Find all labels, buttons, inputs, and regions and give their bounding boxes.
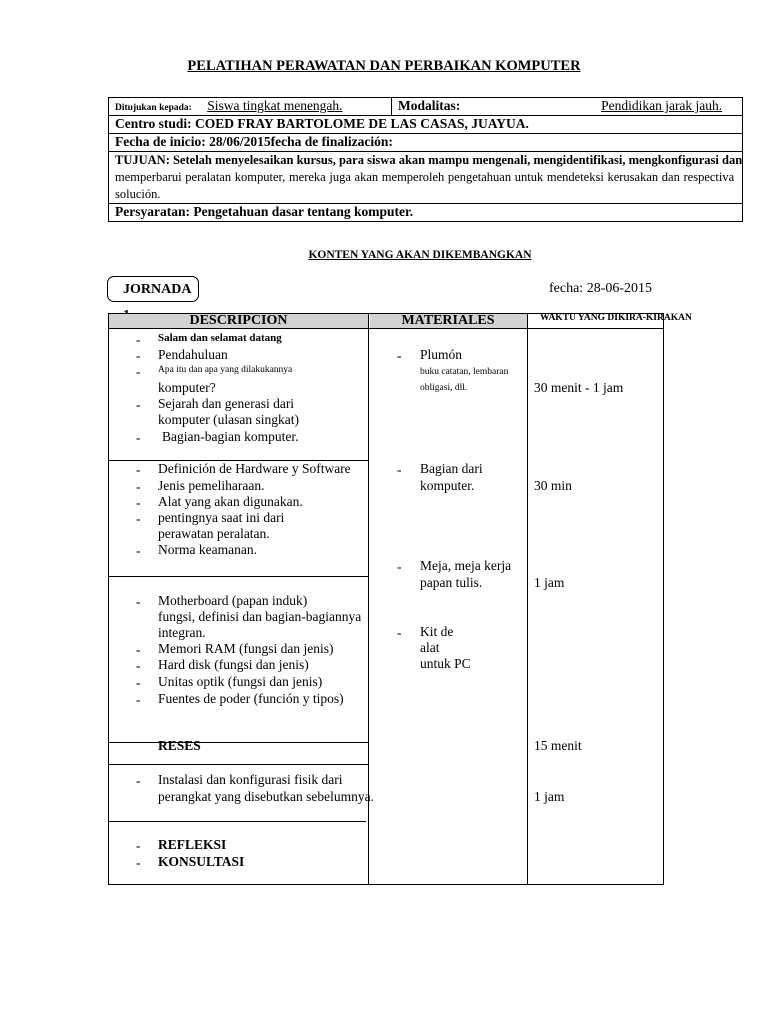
list-item: perawatan peralatan.	[158, 526, 270, 541]
column-divider-2	[527, 313, 528, 885]
centro-studi: Centro studi: COED FRAY BARTOLOME DE LAS CASAS, JUAYUA.	[109, 116, 743, 134]
jornada-label: JORNADA	[107, 276, 199, 302]
list-item: Sejarah dan generasi dari	[158, 396, 295, 411]
material-item: Bagian dari	[420, 461, 483, 476]
material-item: komputer.	[420, 478, 475, 493]
material-item: obligasi, dll.	[420, 383, 468, 393]
section-subtitle: KONTEN YANG AKAN DIKEMBANGKAN	[308, 249, 532, 261]
list-item: Alat yang akan digunakan.	[158, 494, 303, 509]
modalitas-cell	[392, 98, 743, 116]
list-item: perangkat yang disebutkan sebelumnya.	[158, 789, 374, 804]
list-item: Norma keamanan.	[158, 542, 257, 557]
document-title: PELATIHAN PERAWATAN DAN PERBAIKAN KOMPUTER	[187, 58, 581, 74]
section-divider-2	[108, 576, 368, 577]
fecha-inicio: Fecha de inicio: 28/06/2015fecha de finalización:	[109, 134, 743, 152]
list-item: Pendahuluan	[158, 347, 228, 362]
tujuan-cell	[109, 152, 743, 204]
list-item: KONSULTASI	[158, 854, 245, 869]
material-item: Meja, meja kerja	[420, 558, 512, 573]
time-value: 1 jam	[534, 789, 565, 804]
header-waktu: WAKTU YANG DIKIRA-KIRAKAN	[540, 313, 692, 323]
list-item: komputer?	[158, 380, 216, 395]
list-item: Motherboard (papan induk)	[158, 593, 308, 608]
course-info-table	[108, 97, 743, 222]
material-item: Plumón	[420, 347, 463, 362]
ditujukan-label: Ditujukan kepada:	[115, 103, 192, 113]
tujuan-label: TUJUAN: Setelah menyelesaikan kursus, para siswa akan mampu mengenali, mengidentifikasi, mengkonfigurasi dan	[115, 153, 743, 167]
list-item: Salam dan selamat datang	[158, 332, 282, 344]
ditujukan-value: Siswa tingkat menengah.	[207, 98, 343, 113]
tujuan-text: memperbarui peralatan komputer, mereka juga akan memperoleh pengetahuan untuk mendeteksi kerusakan dan respectiva solución.	[115, 170, 735, 201]
modalitas-value: Pendidikan jarak jauh.	[601, 98, 723, 113]
header-descripcion: DESCRIPCION	[189, 313, 288, 328]
list-item: Definición de Hardware y Software	[158, 461, 351, 476]
list-item: REFLEKSI	[158, 837, 227, 852]
modalitas-label: Modalitas:	[398, 98, 461, 113]
list-item: Apa itu dan apa yang dilakukannya	[158, 365, 293, 375]
time-value: 30 min	[534, 478, 572, 493]
list-item: integran.	[158, 625, 206, 640]
fecha-label: fecha: 28-06-2015	[549, 281, 653, 296]
list-item: Unitas optik (fungsi dan jenis)	[158, 674, 323, 689]
list-item: Fuentes de poder (función y tipos)	[158, 691, 344, 706]
time-value: 1 jam	[534, 575, 565, 590]
time-value: 30 menit - 1 jam	[534, 380, 624, 395]
material-item: buku catatan, lembaran	[420, 367, 509, 377]
section-divider-3	[108, 742, 368, 743]
list-item: Bagian-bagian komputer.	[162, 429, 299, 444]
ditujukan-cell	[109, 98, 392, 116]
section-divider-4	[108, 764, 368, 765]
list-item: Jenis pemeliharaan.	[158, 478, 265, 493]
reses-label: RESES	[158, 738, 201, 753]
list-item: fungsi, definisi dan bagian-bagiannya	[158, 609, 362, 624]
list-item: Memori RAM (fungsi dan jenis)	[158, 641, 334, 656]
material-item: untuk PC	[420, 656, 471, 671]
section-divider-5	[108, 821, 366, 822]
material-item: alat	[420, 640, 440, 655]
list-item: pentingnya saat ini dari	[158, 510, 285, 525]
persyaratan: Persyaratan: Pengetahuan dasar tentang komputer.	[109, 204, 743, 222]
material-item: papan tulis.	[420, 575, 483, 590]
time-value: 15 menit	[534, 738, 582, 753]
material-item: Kit de	[420, 624, 454, 639]
header-materiales: MATERIALES	[401, 313, 495, 328]
list-item: komputer (ulasan singkat)	[158, 412, 299, 427]
list-item: Instalasi dan konfigurasi fisik dari	[158, 772, 343, 787]
list-item: Hard disk (fungsi dan jenis)	[158, 657, 309, 672]
